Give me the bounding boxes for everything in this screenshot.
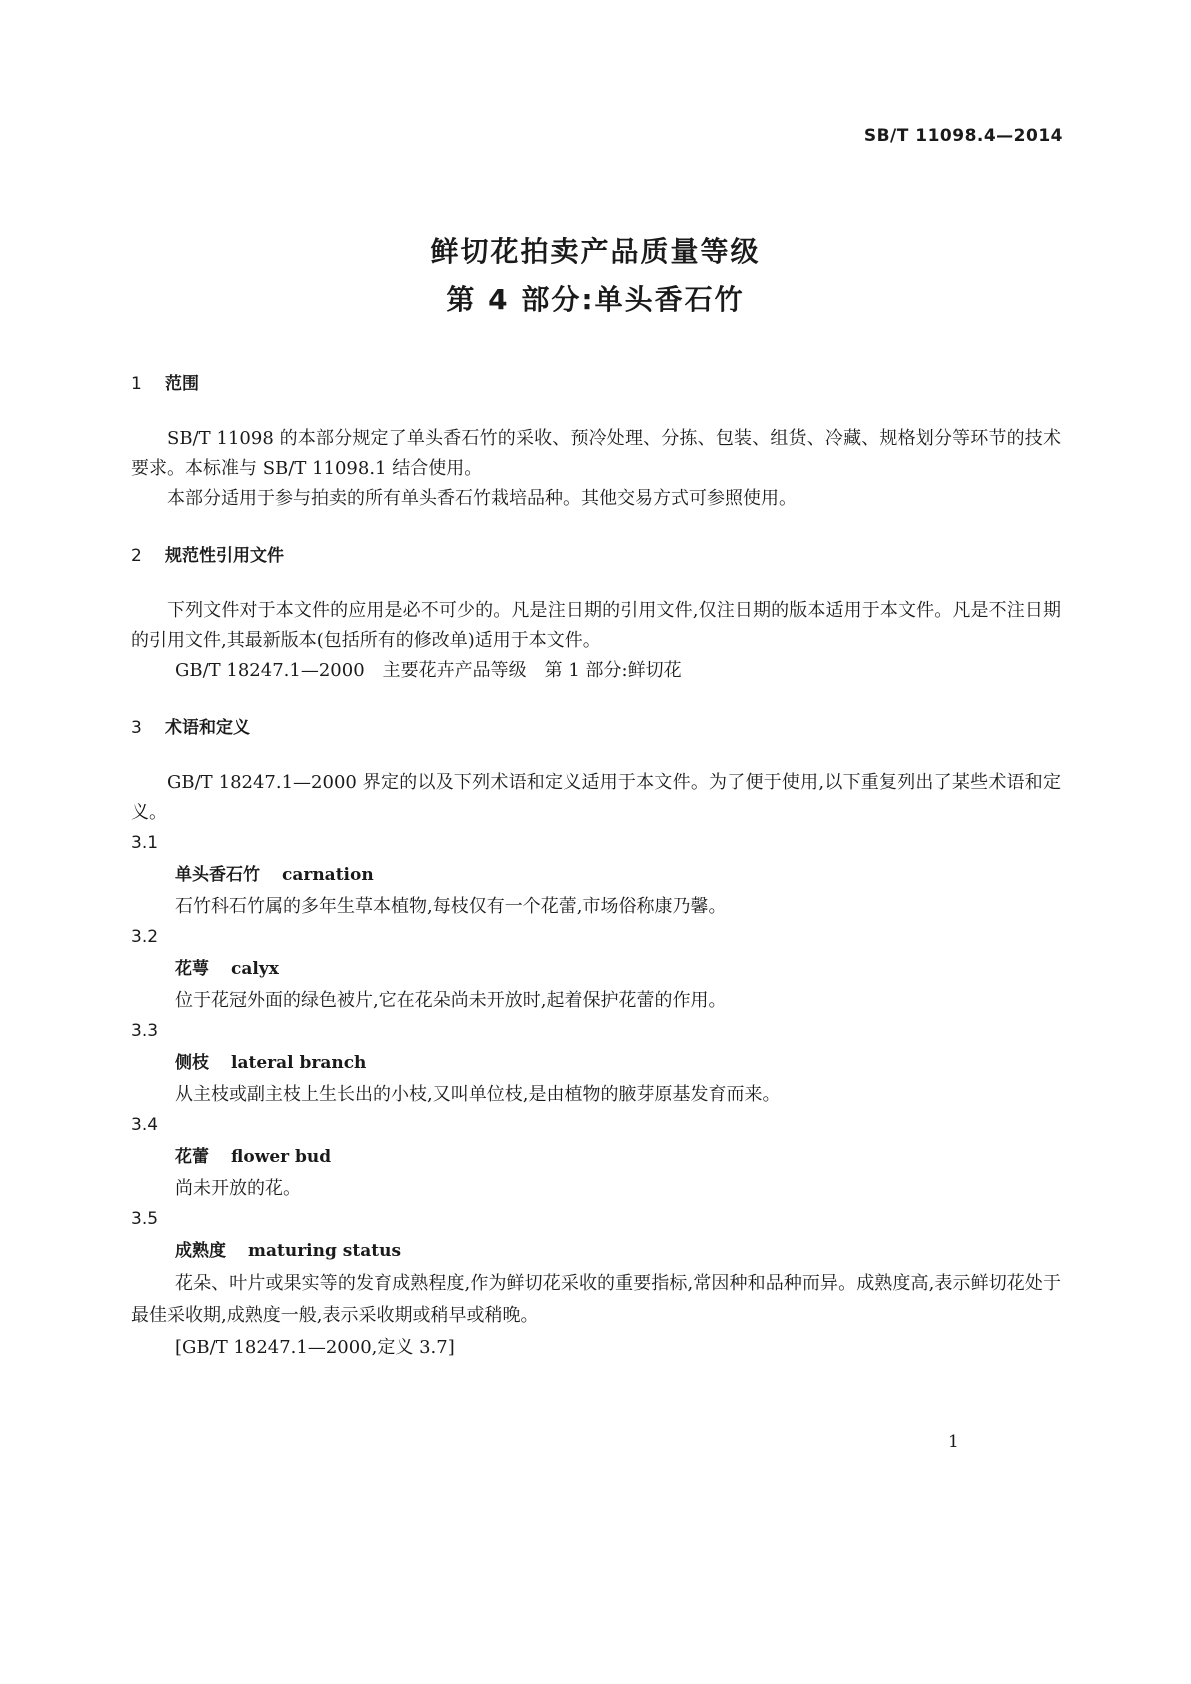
term-heading	[131, 1140, 1061, 1174]
title-line-1: 鲜切花拍卖产品质量等级	[430, 235, 761, 268]
term-heading	[131, 1046, 1061, 1080]
term-english: calyx	[231, 959, 279, 979]
page-number: 1	[948, 1432, 959, 1452]
term-english: carnation	[282, 865, 374, 885]
term-heading	[131, 858, 1061, 892]
title-line-2: 第 4 部分:单头香石竹	[446, 283, 745, 316]
term-number: 3.3	[131, 1021, 159, 1041]
section-number: 1	[131, 374, 142, 394]
term-english: flower bud	[231, 1147, 332, 1167]
term-chinese: 侧枝	[175, 1053, 209, 1073]
term-heading	[131, 952, 1061, 986]
section-2-heading	[131, 544, 1061, 568]
term-chinese: 单头香石竹	[175, 865, 260, 885]
section-3-paragraph-1: GB/T 18247.1—2000 界定的以及下列术语和定义适用于本文件。为了便于使用,以下重复列出了某些术语和定义。	[131, 772, 1061, 823]
term-definition: 花朵、叶片或果实等的发育成熟程度,作为鲜切花采收的重要指标,常因种和品种而异。成熟度高,表示鲜切花处于最佳采收期,成熟度一般,表示采收期或稍早或稍晚。	[131, 1273, 1061, 1326]
term-definition: 石竹科石竹属的多年生草本植物,每枝仅有一个花蕾,市场俗称康乃馨。	[175, 896, 727, 917]
section-2-paragraph-1: 下列文件对于本文件的应用是必不可少的。凡是注日期的引用文件,仅注日期的版本适用于本文件。凡是不注日期的引用文件,其最新版本(包括所有的修改单)适用于本文件。	[131, 600, 1061, 651]
section-number: 2	[131, 546, 142, 566]
document-title	[0, 228, 1191, 324]
document-body	[131, 372, 1061, 1364]
term-english: lateral branch	[231, 1053, 367, 1073]
term-number: 3.4	[131, 1115, 159, 1135]
section-title: 范围	[165, 374, 199, 394]
term-number: 3.5	[131, 1209, 159, 1229]
term-definition: 位于花冠外面的绿色被片,它在花朵尚未开放时,起着保护花蕾的作用。	[175, 990, 727, 1011]
term-definition: 尚未开放的花。	[175, 1178, 301, 1199]
term-definition: 从主枝或副主枝上生长出的小枝,又叫单位枝,是由植物的腋芽原基发育而来。	[175, 1084, 781, 1105]
section-title: 规范性引用文件	[165, 546, 284, 566]
term-heading	[131, 1234, 1061, 1268]
term-source: [GB/T 18247.1—2000,定义 3.7]	[175, 1337, 455, 1358]
document-code: SB/T 11098.4—2014	[863, 126, 1063, 146]
term-number: 3.1	[131, 833, 159, 853]
section-number: 3	[131, 718, 142, 738]
section-3-heading	[131, 716, 1061, 740]
section-1-heading	[131, 372, 1061, 396]
term-chinese: 成熟度	[175, 1241, 226, 1261]
section-title: 术语和定义	[165, 718, 250, 738]
section-1-paragraph-2: 本部分适用于参与拍卖的所有单头香石竹栽培品种。其他交易方式可参照使用。	[167, 488, 797, 509]
term-number: 3.2	[131, 927, 159, 947]
term-chinese: 花萼	[175, 959, 209, 979]
term-english: maturing status	[248, 1241, 402, 1261]
term-chinese: 花蕾	[175, 1147, 209, 1167]
normative-reference: GB/T 18247.1—2000 主要花卉产品等级 第 1 部分:鲜切花	[175, 660, 682, 681]
section-1-paragraph-1: SB/T 11098 的本部分规定了单头香石竹的采收、预冷处理、分拣、包装、组货、冷藏、规格划分等环节的技术要求。本标准与 SB/T 11098.1 结合使用。	[131, 428, 1061, 479]
